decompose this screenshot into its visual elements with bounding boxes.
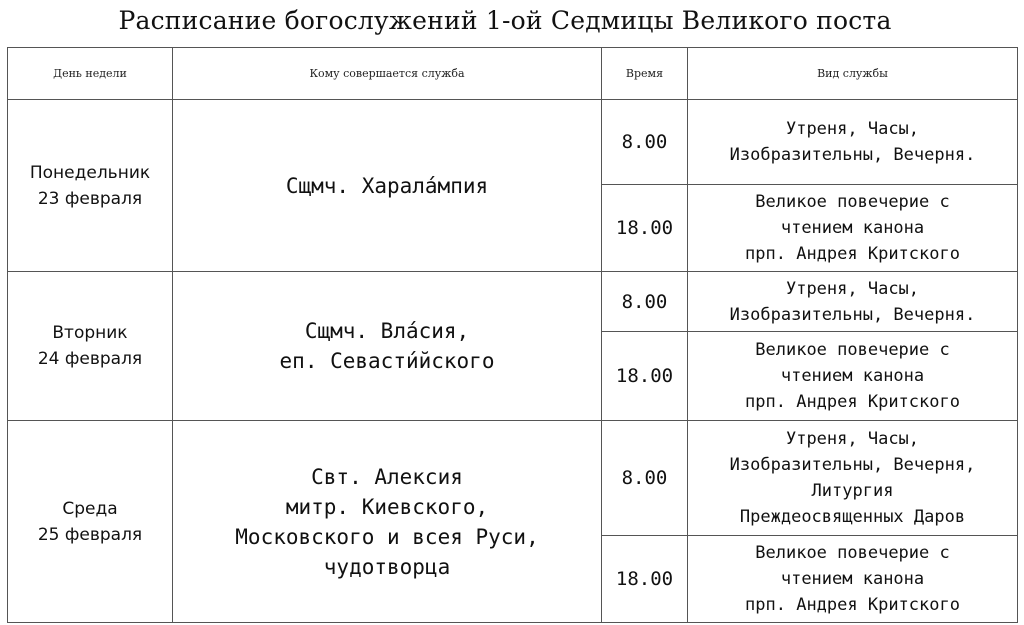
service-line: Великое повечерие с <box>755 340 950 360</box>
dedication-line: еп. Севасти́йского <box>279 349 495 373</box>
service-line: Великое повечерие с <box>755 543 950 563</box>
dedication-line: Свт. Алексия <box>311 464 463 489</box>
day-cell <box>8 421 173 623</box>
dedication-line: чудотворца <box>323 554 451 579</box>
day-cell <box>8 100 173 272</box>
service-cell <box>688 421 1018 536</box>
service-line: прп. Андрея Критского <box>745 244 960 264</box>
time-cell: 18.00 <box>602 536 688 623</box>
day-name: Вторник <box>52 323 128 343</box>
day-date: 24 февраля <box>37 349 143 369</box>
time-cell: 8.00 <box>602 100 688 185</box>
time-cell: 8.00 <box>602 272 688 332</box>
service-cell <box>688 100 1018 185</box>
dedication-line: Сщмч. Харала́мпия <box>285 173 489 198</box>
service-line: прп. Андрея Критского <box>745 595 960 615</box>
service-line: Великое повечерие с <box>755 192 950 212</box>
header-day: День недели <box>8 48 173 100</box>
service-line: чтением канона <box>780 366 925 386</box>
table-row <box>8 100 1018 185</box>
header-time: Время <box>602 48 688 100</box>
day-name: Понедельник <box>29 162 151 183</box>
page-title: Расписание богослужений 1-ой Седмицы Великого поста <box>118 6 892 35</box>
day-name: Среда <box>62 498 118 519</box>
service-line: прп. Андрея Критского <box>745 392 960 412</box>
service-cell <box>688 332 1018 421</box>
service-cell <box>688 536 1018 623</box>
service-line: Преждеосвященных Даров <box>739 507 966 527</box>
table-row <box>8 272 1018 332</box>
day-date: 23 февраля <box>37 188 143 209</box>
service-line: Изобразительны, Вечерня, <box>729 455 976 475</box>
dedication-line: митр. Киевского, <box>285 494 489 519</box>
dedication-cell <box>173 272 602 421</box>
dedication-line: Сщмч. Вла́сия, <box>304 319 470 343</box>
service-line: Изобразительны, Вечерня. <box>729 145 976 165</box>
time-cell: 18.00 <box>602 332 688 421</box>
service-line: Изобразительны, Вечерня. <box>729 304 976 325</box>
dedication-line: Московского и всея Руси, <box>235 524 539 549</box>
table-row <box>8 421 1018 536</box>
day-cell <box>8 272 173 421</box>
schedule-table <box>7 47 1018 623</box>
header-kind: Вид службы <box>688 48 1018 100</box>
service-line: Утреня, Часы, <box>785 119 920 139</box>
dedication-cell <box>173 421 602 623</box>
service-line: чтением канона <box>780 569 925 589</box>
service-line: чтением канона <box>780 218 925 238</box>
service-line: Утреня, Часы, <box>785 278 920 299</box>
day-date: 25 февраля <box>37 524 143 545</box>
service-cell <box>688 185 1018 272</box>
header-who: Кому совершается служба <box>173 48 602 100</box>
time-cell: 8.00 <box>602 421 688 536</box>
service-line: Утреня, Часы, <box>785 429 920 449</box>
dedication-cell <box>173 100 602 272</box>
header-row <box>8 48 1018 100</box>
time-cell: 18.00 <box>602 185 688 272</box>
service-line: Литургия <box>811 481 894 501</box>
service-cell <box>688 272 1018 332</box>
